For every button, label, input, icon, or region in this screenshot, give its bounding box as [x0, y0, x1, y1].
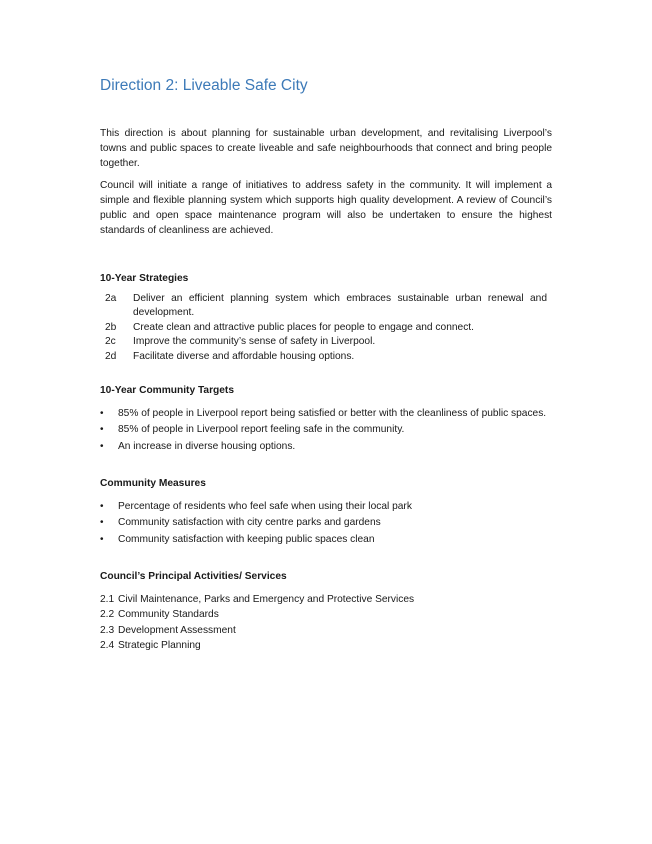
target-item — [100, 406, 552, 422]
activity-text: Community Standards — [118, 609, 219, 621]
measure-text: Percentage of residents who feel safe when using their local park — [118, 500, 412, 512]
strategy-text: Create clean and attractive public places for people to engage and connect. — [133, 321, 474, 333]
bullet-icon: • — [100, 424, 104, 436]
activity-item — [100, 607, 552, 623]
strategy-item — [100, 335, 552, 349]
bullet-icon: • — [100, 440, 104, 452]
strategy-code: 2c — [105, 336, 116, 348]
activity-item — [100, 592, 552, 608]
target-text: 85% of people in Liverpool report being satisfied or better with the cleanliness of public spaces. — [118, 408, 547, 420]
target-text: An increase in diverse housing options. — [118, 440, 296, 452]
strategy-code: 2a — [105, 293, 117, 304]
strategy-text: Improve the community’s sense of safety in Liverpool. — [133, 336, 376, 348]
activity-text: Strategic Planning — [118, 640, 201, 652]
intro-paragraph-1: This direction is about planning for sustainable urban development, and revitalising Liverpool’s towns and public spaces to create liveable and safe neighbourhoods that connect and bring people together. — [100, 128, 552, 169]
activity-number: 2.1 — [100, 593, 115, 605]
measure-text: Community satisfaction with city centre parks and gardens — [118, 517, 381, 529]
measures-heading: Community Measures — [100, 477, 206, 489]
measure-item — [100, 532, 552, 548]
measure-item — [100, 499, 552, 515]
activity-number: 2.4 — [100, 640, 115, 652]
activity-item — [100, 623, 552, 639]
intro-paragraph-2: Council will initiate a range of initiatives to address safety in the community. It will implement a simple and flexible planning system which supports high quality development. A review of Council’s public and open space maintenance program will also be undertaken to ensure the highest standards of cleanliness are achieved. — [100, 180, 552, 236]
strategy-text: Deliver an efficient planning system which embraces sustainable urban renewal and development. — [133, 293, 547, 319]
bullet-icon: • — [100, 533, 104, 545]
bullet-icon: • — [100, 408, 104, 420]
targets-list — [100, 406, 552, 455]
activity-number: 2.3 — [100, 624, 115, 636]
strategy-item — [100, 350, 552, 364]
strategy-item — [100, 292, 552, 321]
target-text: 85% of people in Liverpool report feeling safe in the community. — [118, 424, 405, 436]
measure-text: Community satisfaction with keeping public spaces clean — [118, 533, 375, 545]
strategy-code: 2b — [105, 321, 117, 333]
activity-item — [100, 638, 552, 654]
activity-text: Civil Maintenance, Parks and Emergency and Protective Services — [118, 593, 415, 605]
bullet-icon: • — [100, 500, 104, 512]
measures-list — [100, 499, 552, 548]
activities-heading: Council’s Principal Activities/ Services — [100, 570, 287, 582]
page-title: Direction 2: Liveable Safe City — [100, 77, 308, 94]
activity-text: Development Assessment — [118, 624, 236, 636]
strategies-list — [100, 292, 552, 364]
targets-heading: 10-Year Community Targets — [100, 385, 234, 397]
activity-number: 2.2 — [100, 609, 115, 621]
strategy-item — [100, 321, 552, 335]
strategies-heading: 10-Year Strategies — [100, 273, 189, 284]
target-item — [100, 422, 552, 438]
strategy-code: 2d — [105, 350, 117, 362]
activities-list — [100, 592, 552, 654]
measure-item — [100, 515, 552, 531]
target-item — [100, 439, 552, 455]
bullet-icon: • — [100, 517, 104, 529]
strategy-text: Facilitate diverse and affordable housing options. — [133, 350, 355, 362]
